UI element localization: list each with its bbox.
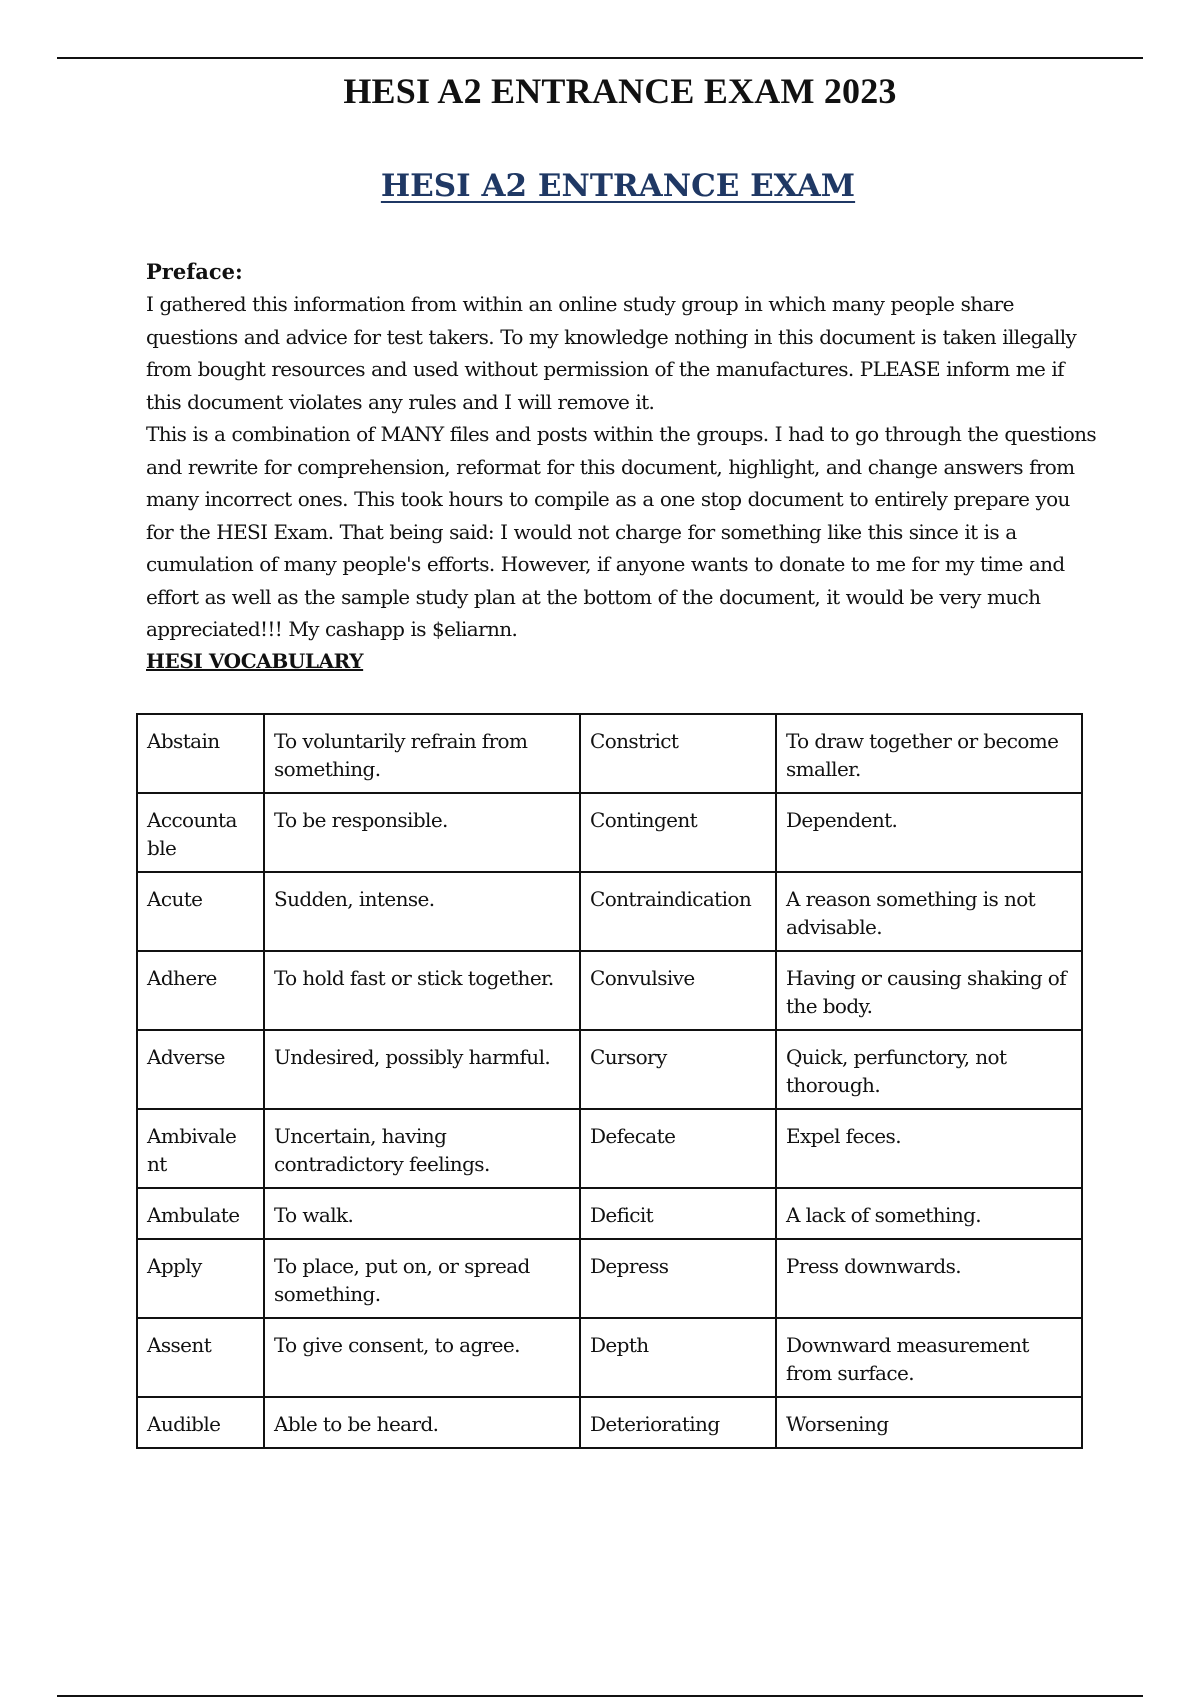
term-cell: Adverse	[137, 1030, 264, 1109]
vocabulary-table	[136, 713, 1083, 1449]
table-row	[137, 1397, 1082, 1448]
term-cell: Abstain	[137, 714, 264, 793]
header-rule	[57, 57, 1143, 59]
table-row	[137, 1109, 1082, 1188]
term-cell: Contraindication	[580, 872, 776, 951]
table-row	[137, 1188, 1082, 1239]
definition-cell: To give consent, to agree.	[264, 1318, 580, 1397]
definition-cell: To hold fast or stick together.	[264, 951, 580, 1030]
term-cell: Adhere	[137, 951, 264, 1030]
table-row	[137, 951, 1082, 1030]
definition-cell: Expel feces.	[776, 1109, 1082, 1188]
definition-cell: To be responsible.	[264, 793, 580, 872]
preface-paragraph-1: I gathered this information from within an online study group in which many people share questions and advice for test takers. To my knowledge nothing in this document is taken illegally from bought resources and used without permission of the manufactures. PLEASE inform me if this document violates any rules and I will remove it.	[146, 292, 1077, 414]
definition-cell: Uncertain, having contradictory feelings.	[264, 1109, 580, 1188]
definition-cell: Press downwards.	[776, 1239, 1082, 1318]
definition-cell: A lack of something.	[776, 1188, 1082, 1239]
term-cell: Assent	[137, 1318, 264, 1397]
term-cell: Accounta ble	[137, 793, 264, 872]
table-row	[137, 1239, 1082, 1318]
definition-cell: To walk.	[264, 1188, 580, 1239]
definition-cell: A reason something is not advisable.	[776, 872, 1082, 951]
term-cell: Deteriorating	[580, 1397, 776, 1448]
definition-cell: Quick, perfunctory, not thorough.	[776, 1030, 1082, 1109]
definition-cell: Having or causing shaking of the body.	[776, 951, 1082, 1030]
term-cell: Acute	[137, 872, 264, 951]
term-cell: Ambulate	[137, 1188, 264, 1239]
term-cell: Apply	[137, 1239, 264, 1318]
definition-cell: Undesired, possibly harmful.	[264, 1030, 580, 1109]
preface-section	[146, 256, 1096, 676]
term-cell: Depress	[580, 1239, 776, 1318]
definition-cell: Able to be heard.	[264, 1397, 580, 1448]
definition-cell: To draw together or become smaller.	[776, 714, 1082, 793]
term-cell: Convulsive	[580, 951, 776, 1030]
definition-cell: Worsening	[776, 1397, 1082, 1448]
table-row	[137, 1318, 1082, 1397]
term-cell: Depth	[580, 1318, 776, 1397]
definition-cell: To voluntarily refrain from something.	[264, 714, 580, 793]
header-title: HESI A2 ENTRANCE EXAM 2023	[343, 71, 897, 111]
definition-cell: Dependent.	[776, 793, 1082, 872]
preface-label: Preface:	[146, 259, 243, 284]
footer-rule	[57, 1695, 1143, 1697]
term-cell: Contingent	[580, 793, 776, 872]
vocabulary-heading: HESI VOCABULARY	[146, 648, 364, 673]
table-row	[137, 793, 1082, 872]
document-title: HESI A2 ENTRANCE EXAM	[380, 168, 856, 204]
table-row	[137, 872, 1082, 951]
term-cell: Constrict	[580, 714, 776, 793]
table-row	[137, 1030, 1082, 1109]
term-cell: Deficit	[580, 1188, 776, 1239]
definition-cell: Sudden, intense.	[264, 872, 580, 951]
preface-paragraph-2: This is a combination of MANY files and posts within the groups. I had to go through the questions and rewrite for comprehension, reformat for this document, highlight, and change answers from many incorrect ones. This took hours to compile as a one stop document to entirely prepare you for the HESI Exam. That being said: I would not charge for something like this since it is a cumulation of many people's efforts. However, if anyone wants to donate to me for my time and effort as well as the sample study plan at the bottom of the document, it would be very much appreciated!!! My cashapp is $eliarnn.	[146, 422, 1096, 641]
definition-cell: Downward measurement from surface.	[776, 1318, 1082, 1397]
term-cell: Audible	[137, 1397, 264, 1448]
term-cell: Cursory	[580, 1030, 776, 1109]
definition-cell: To place, put on, or spread something.	[264, 1239, 580, 1318]
table-row	[137, 714, 1082, 793]
term-cell: Defecate	[580, 1109, 776, 1188]
term-cell: Ambivale nt	[137, 1109, 264, 1188]
